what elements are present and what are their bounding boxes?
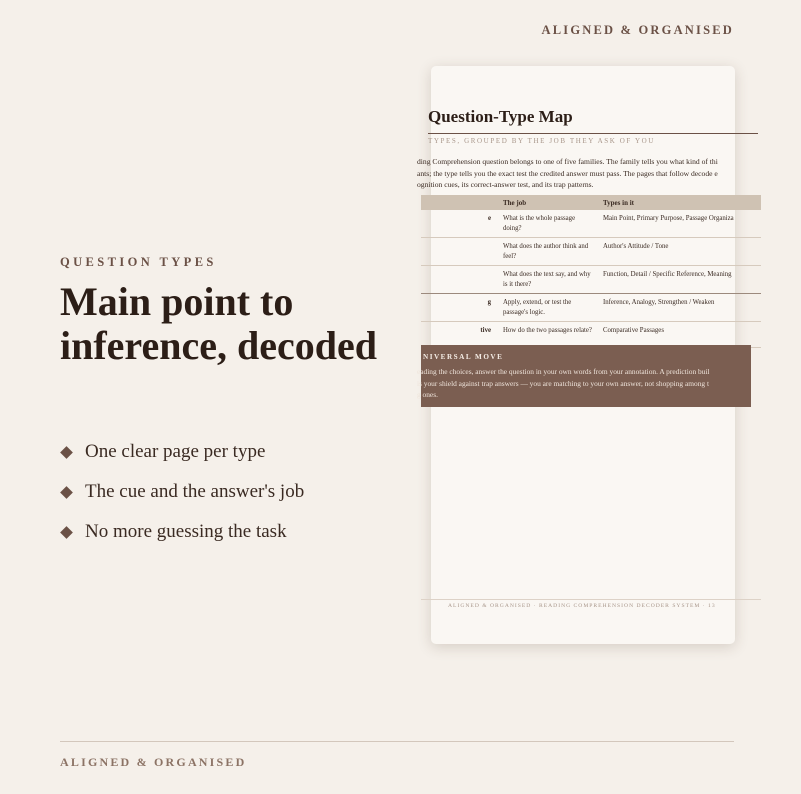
table-cell-types: Comparative Passages [599,322,761,348]
feature-item [60,432,304,472]
universal-move-callout [417,345,751,407]
table-cell-types: Author's Attitude / Tone [599,238,761,266]
section-eyebrow: QUESTION TYPES [60,255,217,269]
table-cell-job: What does the author think and feel? [499,238,599,266]
feature-text: One clear page per type [85,441,266,462]
doc-intro-line: ding Comprehension question belongs to one of five families. The family tells you what kind of thi [417,157,718,166]
feature-list [60,432,304,552]
callout-body [417,366,747,401]
table-cell-family: g [421,294,499,322]
feature-text: No more guessing the task [85,521,287,542]
diamond-icon [60,486,73,499]
doc-title: Question-Type Map [428,107,573,126]
document-page [417,66,801,644]
table-cell-job: How do the two passages relate? [499,322,599,348]
doc-footer-rule [421,599,761,600]
diamond-icon [60,446,73,459]
doc-title-rule [428,133,758,134]
table-cell-job: Apply, extend, or test the passage's logic. [499,294,599,322]
diamond-icon [60,526,73,539]
callout-line: is your shield against trap answers — you are matching to your own answer, not shopping among t [417,378,709,388]
bottom-divider [60,741,734,742]
table-cell-job: What is the whole passage doing? [499,210,599,238]
table-cell-types: Function, Detail / Specific Reference, Meaning [599,266,761,294]
table-header-row [421,195,761,210]
table-cell-job: What does the text say, and why is it there? [499,266,599,294]
brand-wordmark-bottom: ALIGNED & ORGANISED [60,755,247,769]
doc-subtitle: TYPES, GROUPED BY THE JOB THEY ASK OF YOU [428,137,655,145]
doc-intro-line: ants; the type tells you the exact test the credited answer must pass. The pages that follow decode e [417,168,718,178]
doc-footer: ALIGNED & ORGANISED · READING COMPREHENSION DECODER SYSTEM · 13 [448,603,716,609]
table-cell-family [421,238,499,266]
callout-title: NIVERSAL MOVE [423,353,504,361]
table-cell-family: e [421,210,499,238]
brand-wordmark-top: ALIGNED & ORGANISED [541,23,734,37]
table-row [421,210,761,238]
callout-line: g ones. [417,390,438,399]
feature-item [60,512,304,552]
table-header-cell [421,195,499,210]
doc-intro-line: ognition cues, its correct-answer test, and its trap patterns. [417,180,594,189]
callout-line: eading the choices, answer the question in your own words from your annotation. A prediction buil [417,367,710,376]
table-cell-family [421,266,499,294]
table-header-cell: Types in it [599,195,761,210]
table-row [421,238,761,266]
table-header-cell: The job [499,195,599,210]
table-row [421,322,761,348]
table-cell-family: tive [421,322,499,348]
question-type-table [421,195,761,348]
table-row [421,294,761,322]
headline: Main point to inference, decoded [60,279,377,368]
feature-text: The cue and the answer's job [85,481,305,502]
feature-item [60,472,304,512]
table-cell-types: Main Point, Primary Purpose, Passage Organiza [599,210,761,238]
table-cell-types: Inference, Analogy, Strengthen / Weaken [599,294,761,322]
document-preview-card [417,66,735,644]
table-row [421,266,761,294]
doc-intro [417,156,747,191]
